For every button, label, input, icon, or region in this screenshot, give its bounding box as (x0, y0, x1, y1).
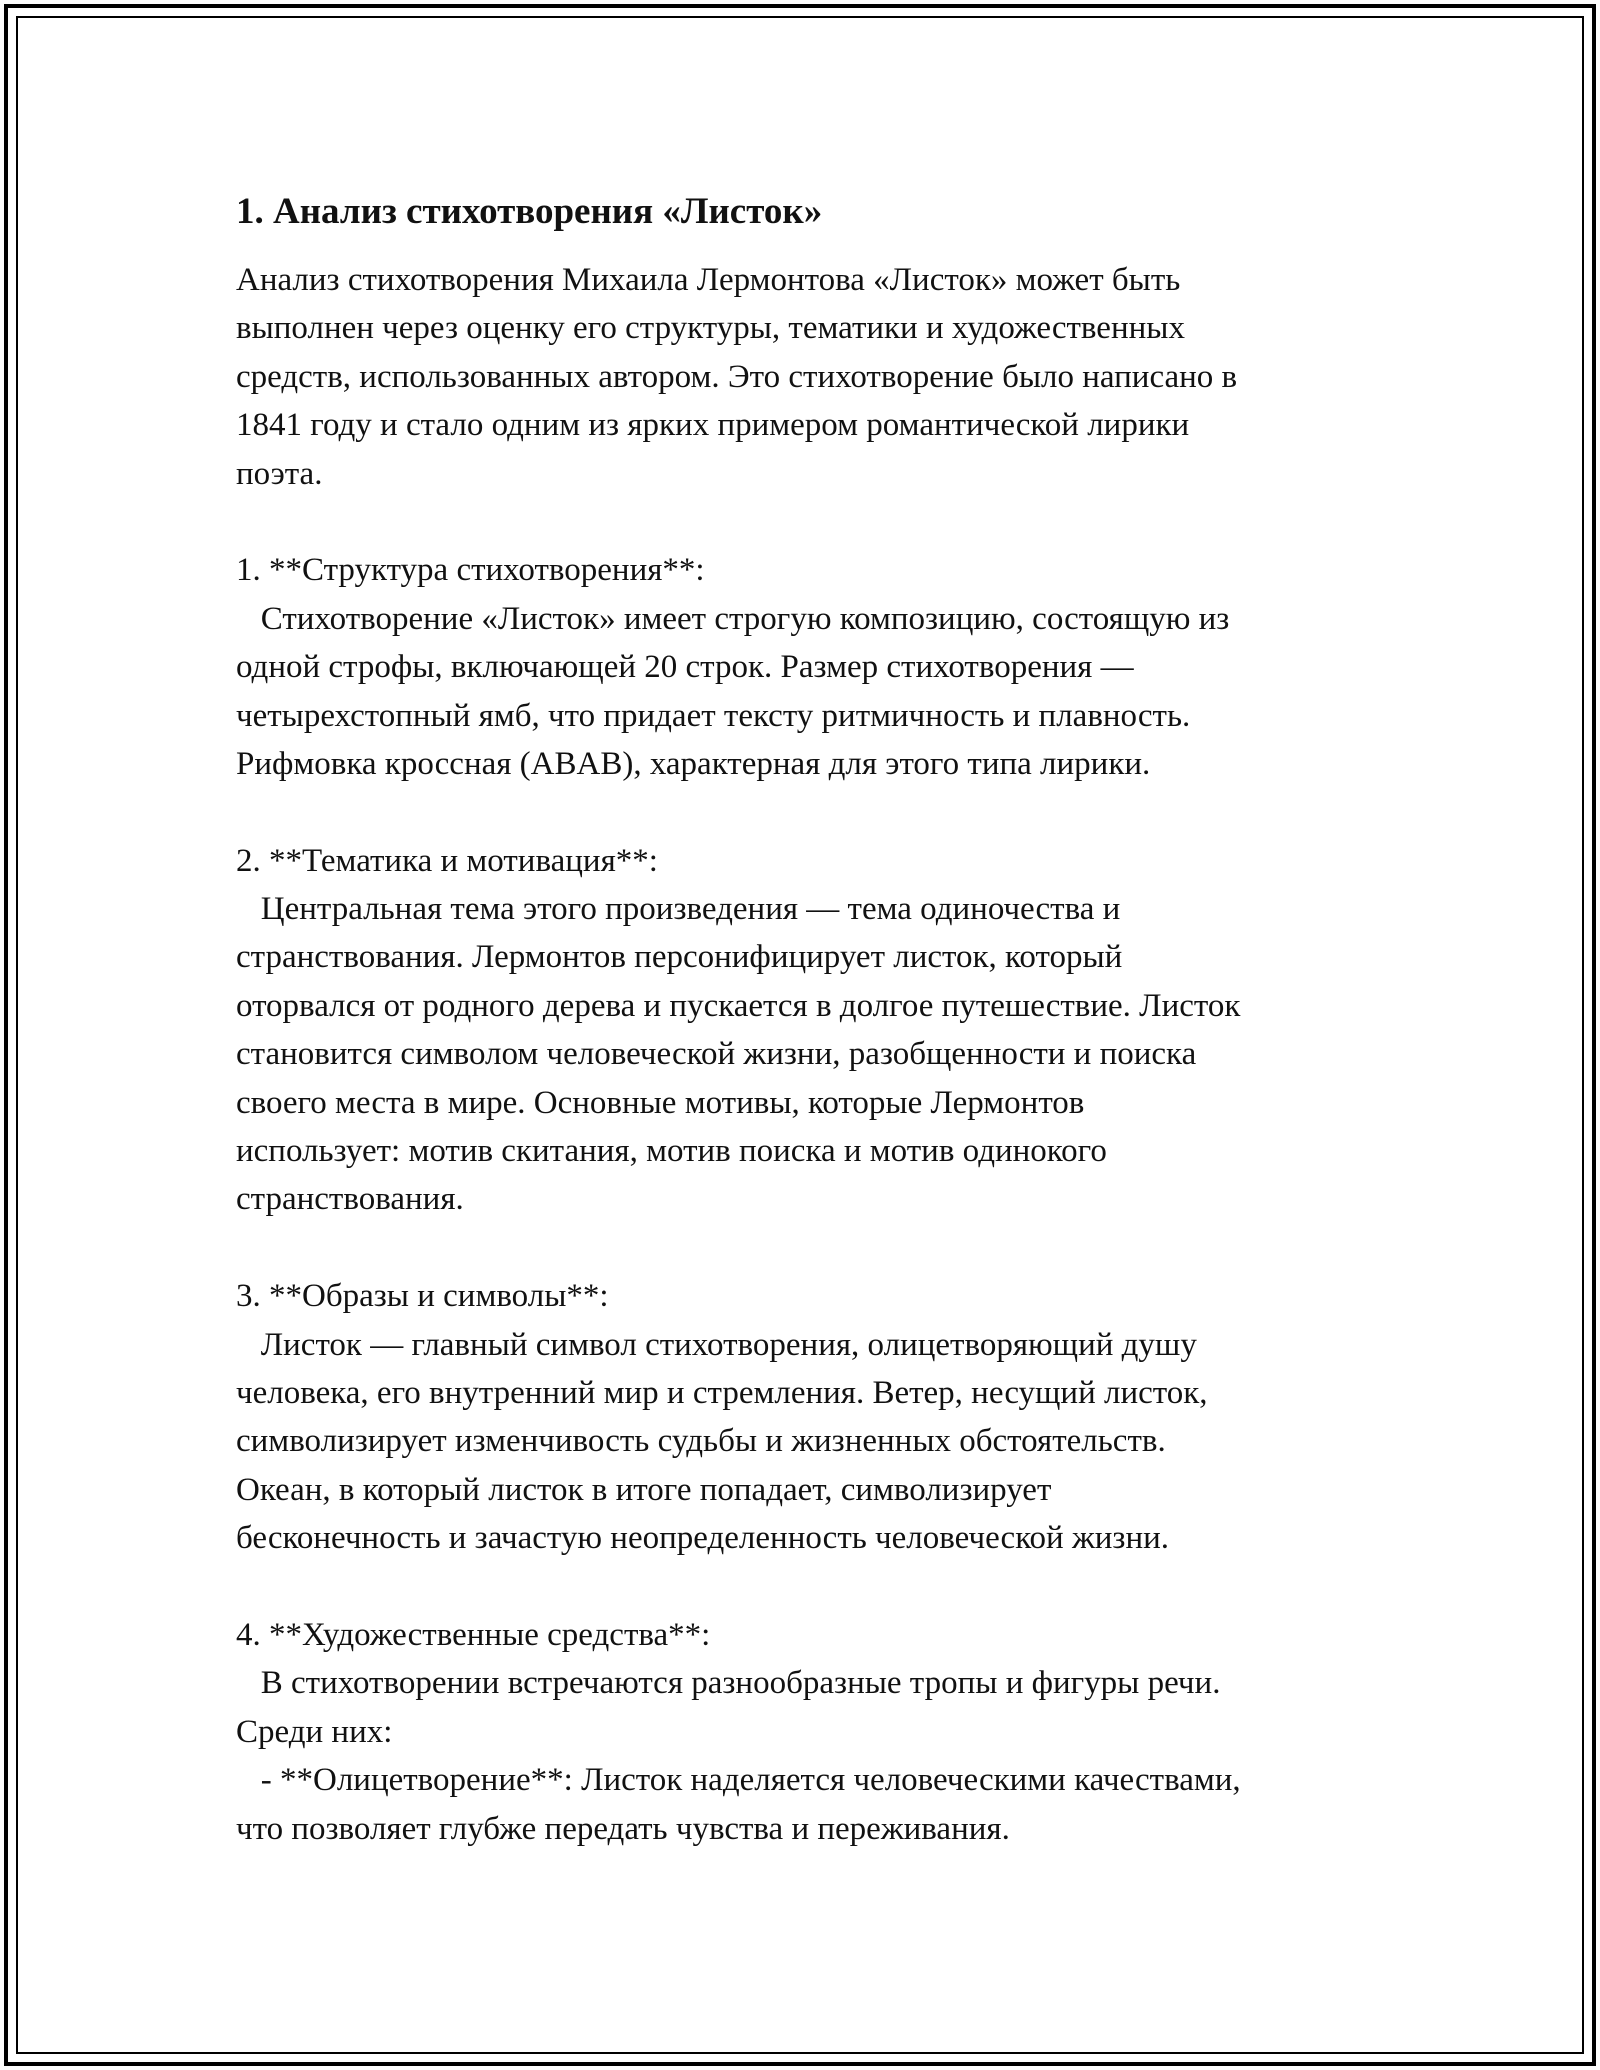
text-line: становится символом человеческой жизни, разобщенности и поиска (236, 1036, 1197, 1073)
text-line: четырехстопный ямб, что придает тексту ритмичность и плавность. (236, 697, 1191, 734)
text-line: одной строфы, включающей 20 строк. Размер стихотворения — (236, 649, 1134, 686)
blank-line (236, 498, 1366, 546)
text-line: своего места в мире. Основные мотивы, которые Лермонтов (236, 1084, 1085, 1121)
text-line: В стихотворении встречаются разнообразные тропы и фигуры речи. (236, 1665, 1221, 1702)
text-line: символизирует изменчивость судьбы и жизненных обстоятельств. (236, 1423, 1166, 1460)
text-line: средств, использованных автором. Это стихотворение было написано в (236, 358, 1238, 395)
text-line: Листок — главный символ стихотворения, олицетворяющий душу (236, 1326, 1197, 1363)
text-line: 1841 году и стало одним из ярких примером романтической лирики (236, 407, 1190, 444)
text-line: Океан, в который листок в итоге попадает, символизирует (236, 1471, 1052, 1508)
blank-line (236, 1563, 1366, 1611)
document-title: 1. Анализ стихотворения «Листок» (236, 191, 823, 232)
text-line: 3. **Образы и символы**: (236, 1278, 609, 1315)
text-line: Стихотворение «Листок» имеет строгую композицию, состоящую из (236, 600, 1230, 637)
text-line: странствования. (236, 1181, 464, 1218)
blank-line (236, 1224, 1366, 1272)
text-line: выполнен через оценку его структуры, тематики и художественных (236, 310, 1185, 347)
text-line: оторвался от родного дерева и пускается в долгое путешествие. Листок (236, 987, 1241, 1024)
text-line: странствования. Лермонтов персонифицирует листок, который (236, 939, 1123, 976)
text-line: бесконечность и зачастую неопределенность человеческой жизни. (236, 1520, 1170, 1557)
blank-line (236, 788, 1366, 836)
text-line: - **Олицетворение**: Листок наделяется человеческими качествами, (236, 1762, 1241, 1799)
text-line: 4. **Художественные средства**: (236, 1616, 711, 1653)
text-line: что позволяет глубже передать чувства и переживания. (236, 1810, 1010, 1847)
text-line: 1. **Структура стихотворения**: (236, 552, 705, 589)
text-line: Центральная тема этого произведения — тема одиночества и (236, 891, 1121, 928)
text-line: Среди них: (236, 1713, 393, 1750)
text-line: использует: мотив скитания, мотив поиска и мотив одинокого (236, 1133, 1107, 1170)
document-body (236, 188, 1366, 1853)
text-line: Анализ стихотворения Михаила Лермонтова «Листок» может быть (236, 262, 1181, 298)
text-line: поэта. (236, 455, 323, 492)
text-line: Рифмовка кроссная (ABAB), характерная для этого типа лирики. (236, 745, 1151, 782)
document-text (236, 256, 1366, 1853)
text-line: человека, его внутренний мир и стремления. Ветер, несущий листок, (236, 1374, 1208, 1411)
text-line: 2. **Тематика и мотивация**: (236, 842, 658, 879)
